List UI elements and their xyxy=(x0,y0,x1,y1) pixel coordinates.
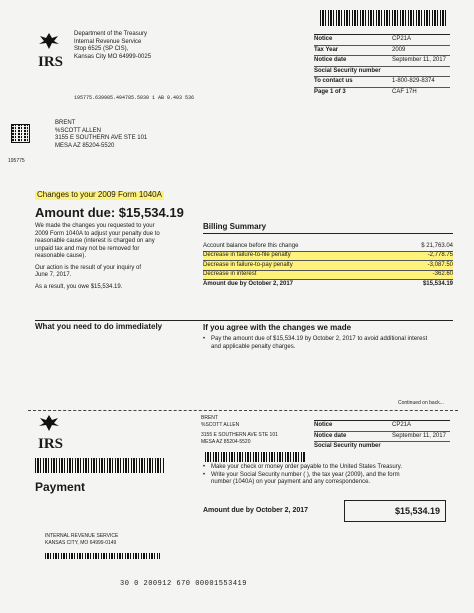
notice-info-table xyxy=(314,34,450,97)
recipient-name: BRENT xyxy=(55,120,76,126)
body-text xyxy=(35,223,185,291)
if-agree-title: If you agree with the changes we made xyxy=(203,323,352,332)
section-divider xyxy=(35,320,453,321)
side-number: 195775 xyxy=(8,158,25,164)
payment-instructions: • Make your check or money order payable to the United States Treasury. • Write your Social Security number ( ), the tax year (2009), and the form number (1040A) on your payment and any correspondence. xyxy=(203,464,402,485)
changes-heading: Changes to your 2009 Form 1040A xyxy=(37,190,162,199)
agency-address xyxy=(74,31,194,61)
if-agree-section xyxy=(203,323,453,351)
notice-row: Page 1 of 3 CAF 17H xyxy=(314,88,417,95)
payment-scan-line: 30 0 200912 670 00001553419 xyxy=(120,580,247,588)
billing-summary xyxy=(203,222,453,290)
billing-total-value: $15,534.19 xyxy=(422,281,453,287)
agency-city: Kansas City MO 64999-0025 xyxy=(74,53,152,60)
notice-row: Notice CP21A xyxy=(314,34,450,46)
billing-row: Account balance before this change $ 21,763.04 xyxy=(203,242,453,252)
payment-recipient: BRENT %SCOTT ALLEN 3155 E SOUTHERN AVE STE 101 MESA AZ 85204-5520 xyxy=(201,415,278,445)
bullet-icon: • xyxy=(203,464,206,470)
bullet-icon: • xyxy=(203,336,206,342)
recipient-street: 3155 E SOUTHERN AVE STE 101 xyxy=(55,135,148,141)
recipient-address xyxy=(55,120,147,150)
billing-total-row xyxy=(203,280,453,290)
recipient-city: MESA AZ 85204-5520 xyxy=(55,142,115,149)
eagle-icon xyxy=(38,414,60,432)
payment-irs-logo xyxy=(38,414,68,451)
irs-logo-text: IRS xyxy=(38,54,64,70)
top-barcode xyxy=(320,10,448,26)
billing-title: Billing Summary xyxy=(203,222,453,234)
body-paragraph-3: As a result, you owe $15,534.19. xyxy=(35,283,123,290)
payment-notice-row: Notice date September 11, 2017 xyxy=(314,432,450,443)
notice-row: Tax Year 2009 xyxy=(314,46,450,57)
payment-barcode-left xyxy=(35,458,165,473)
scan-line: 195775.639905.494785.5030 1 AB 0.403 536 xyxy=(74,95,195,101)
payment-notice-row: Notice CP21A xyxy=(314,420,450,432)
qr-code xyxy=(11,124,30,143)
body-paragraph-2: Our action is the result of your inquiry of June 7, 2017. xyxy=(35,264,142,278)
amount-due-heading: Amount due: $15,534.19 xyxy=(35,205,184,220)
recipient-care-of: %SCOTT ALLEN xyxy=(55,127,101,134)
billing-row: Decrease in interest -362.60 xyxy=(203,271,453,281)
irs-payment-address: INTERNAL REVENUE SERVICE KANSAS CITY, MO 64999-0149 xyxy=(45,533,119,546)
agency-dept: Department of the Treasury xyxy=(74,31,148,37)
payment-amount-label: Amount due by October 2, 2017 xyxy=(203,507,309,514)
if-agree-bullet: Pay the amount due of $15,534.19 by October 2, 2017 to avoid additional interest and applicable penalty charges. xyxy=(211,336,428,350)
payment-barcode-bottom xyxy=(45,553,160,559)
billing-row: Decrease in failure-to-file penalty -2,778.75 xyxy=(203,252,453,262)
payment-amount-value: $15,534.19 xyxy=(394,506,440,516)
billing-row: Decrease in failure-to-pay penalty -3,087.50 xyxy=(203,261,453,271)
tear-off-line xyxy=(28,410,458,411)
billing-total-label: Amount due by October 2, 2017 xyxy=(203,281,294,287)
payment-title: Payment xyxy=(35,480,86,494)
payment-notice-table xyxy=(314,420,450,452)
notice-row: Notice date September 11, 2017 xyxy=(314,56,450,67)
irs-logo xyxy=(38,32,68,69)
bullet-icon: • xyxy=(203,471,206,478)
body-paragraph-1: We made the changes you requested to your 2009 Form 1040A to adjust your penalty due to reasonable cause (interest is charged on any unpaid tax and may not be removed for reasonable cause). xyxy=(35,223,160,259)
agency-service: Internal Revenue Service xyxy=(74,38,142,45)
payment-barcode-right xyxy=(205,452,305,462)
continued-on-back: Continued on back... xyxy=(398,400,444,406)
payment-amount-box xyxy=(344,500,446,522)
eagle-icon xyxy=(38,32,60,50)
payment-notice-row: Social Security number xyxy=(314,443,381,449)
notice-row: Social Security number xyxy=(314,67,450,78)
payment-irs-logo-text: IRS xyxy=(38,436,64,452)
what-you-need-heading: What you need to do immediately xyxy=(35,322,163,331)
agency-stop: Stop 6525 (SP CIS), xyxy=(74,46,129,52)
notice-row: To contact us 1-800-829-8374 xyxy=(314,77,450,88)
